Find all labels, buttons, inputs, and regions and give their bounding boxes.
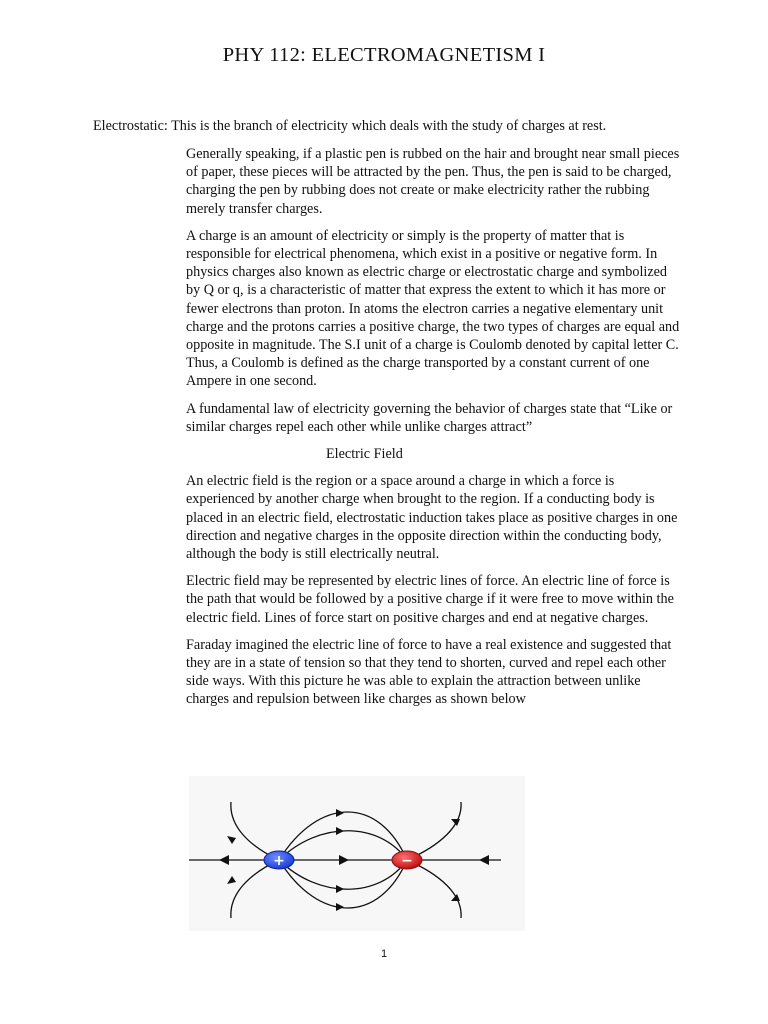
arrow-icon: [336, 809, 344, 817]
intro-definition: Electrostatic: This is the branch of electricity which deals with the study of charges at rest.: [93, 118, 607, 134]
arrow-icon: [227, 836, 236, 844]
page-number: 1: [380, 948, 388, 960]
paragraph-rubbing: Generally speaking, if a plastic pen is rubbed on the hair and brought near small pieces of paper, these pieces will be attracted by the pen. Thus, the pen is said to be charged, charging the pen by rubbing does not create or make electricity rather the rubbing merely transfer charges.: [186, 146, 680, 217]
arrow-icon: [339, 855, 349, 865]
field-lines-diagram: [189, 776, 525, 931]
field-line-pos-lower: [231, 860, 279, 918]
field-lines-figure: [189, 776, 525, 931]
arrow-icon: [479, 855, 489, 865]
positive-charge: [264, 851, 294, 869]
body-column: [186, 145, 680, 718]
field-line-neg-upper: [407, 802, 461, 860]
arrow-icon: [227, 876, 236, 884]
negative-charge: [392, 851, 422, 869]
arrow-icon: [336, 827, 344, 835]
field-line-pos-upper: [231, 802, 279, 860]
field-line-top-outer: [279, 812, 407, 860]
paragraph-charge-definition: A charge is an amount of electricity or simply is the property of matter that is responsible for electrical phenomena, which exist in a positive or negative form. In physics charges also known as electric charge or electrostatic charge and symbolized by Q or q, is a characteristic of matter that express the extent to which it has more or fewer electrons than proton. In atoms the electron carries a negative elementary unit charge and the protons carries a positive charge, the two types of charges are equal and opposite in magnitude. The S.I unit of a charge is Coulomb denoted by capital letter C. Thus, a Coulomb is defined as the charge transported by a constant current of one Ampere in one second.: [186, 227, 680, 390]
field-line-bottom-outer: [279, 860, 407, 908]
arrow-icon: [336, 903, 344, 911]
field-line-neg-lower: [407, 860, 461, 918]
positive-symbol: +: [273, 853, 285, 869]
page-title: PHY 112: ELECTROMAGNETISM I: [222, 44, 546, 66]
arrow-icon: [219, 855, 229, 865]
arrow-icon: [336, 885, 344, 893]
paragraph-fundamental-law: A fundamental law of electricity governing the behavior of charges state that “Like or similar charges repel each other while unlike charges attract”: [186, 400, 673, 435]
paragraph-faraday: Faraday imagined the electric line of force to have a real existence and suggested that they are in a state of tension so that they tend to shorten, curved and repel each other side ways. With this picture he was able to explain the attraction between unlike charges and repulsion between like charges as shown below: [186, 636, 672, 708]
paragraph-electric-field: An electric field is the region or a space around a charge in which a force is experienced by another charge when brought to the region. If a conducting body is placed in an electric field, electrostatic induction takes place as positive charges in one direction and negative charges in the opposite direction within the conducting body, although the body is still electrically neutral.: [186, 473, 678, 563]
section-heading-electric-field: Electric Field: [326, 446, 403, 463]
paragraph-lines-of-force: Electric field may be represented by electric lines of force. An electric line of force is the path that would be followed by a positive charge if it were free to move within the electric field. Lines of force start on positive charges and end at negative charges.: [186, 573, 674, 626]
negative-symbol: −: [401, 853, 413, 869]
